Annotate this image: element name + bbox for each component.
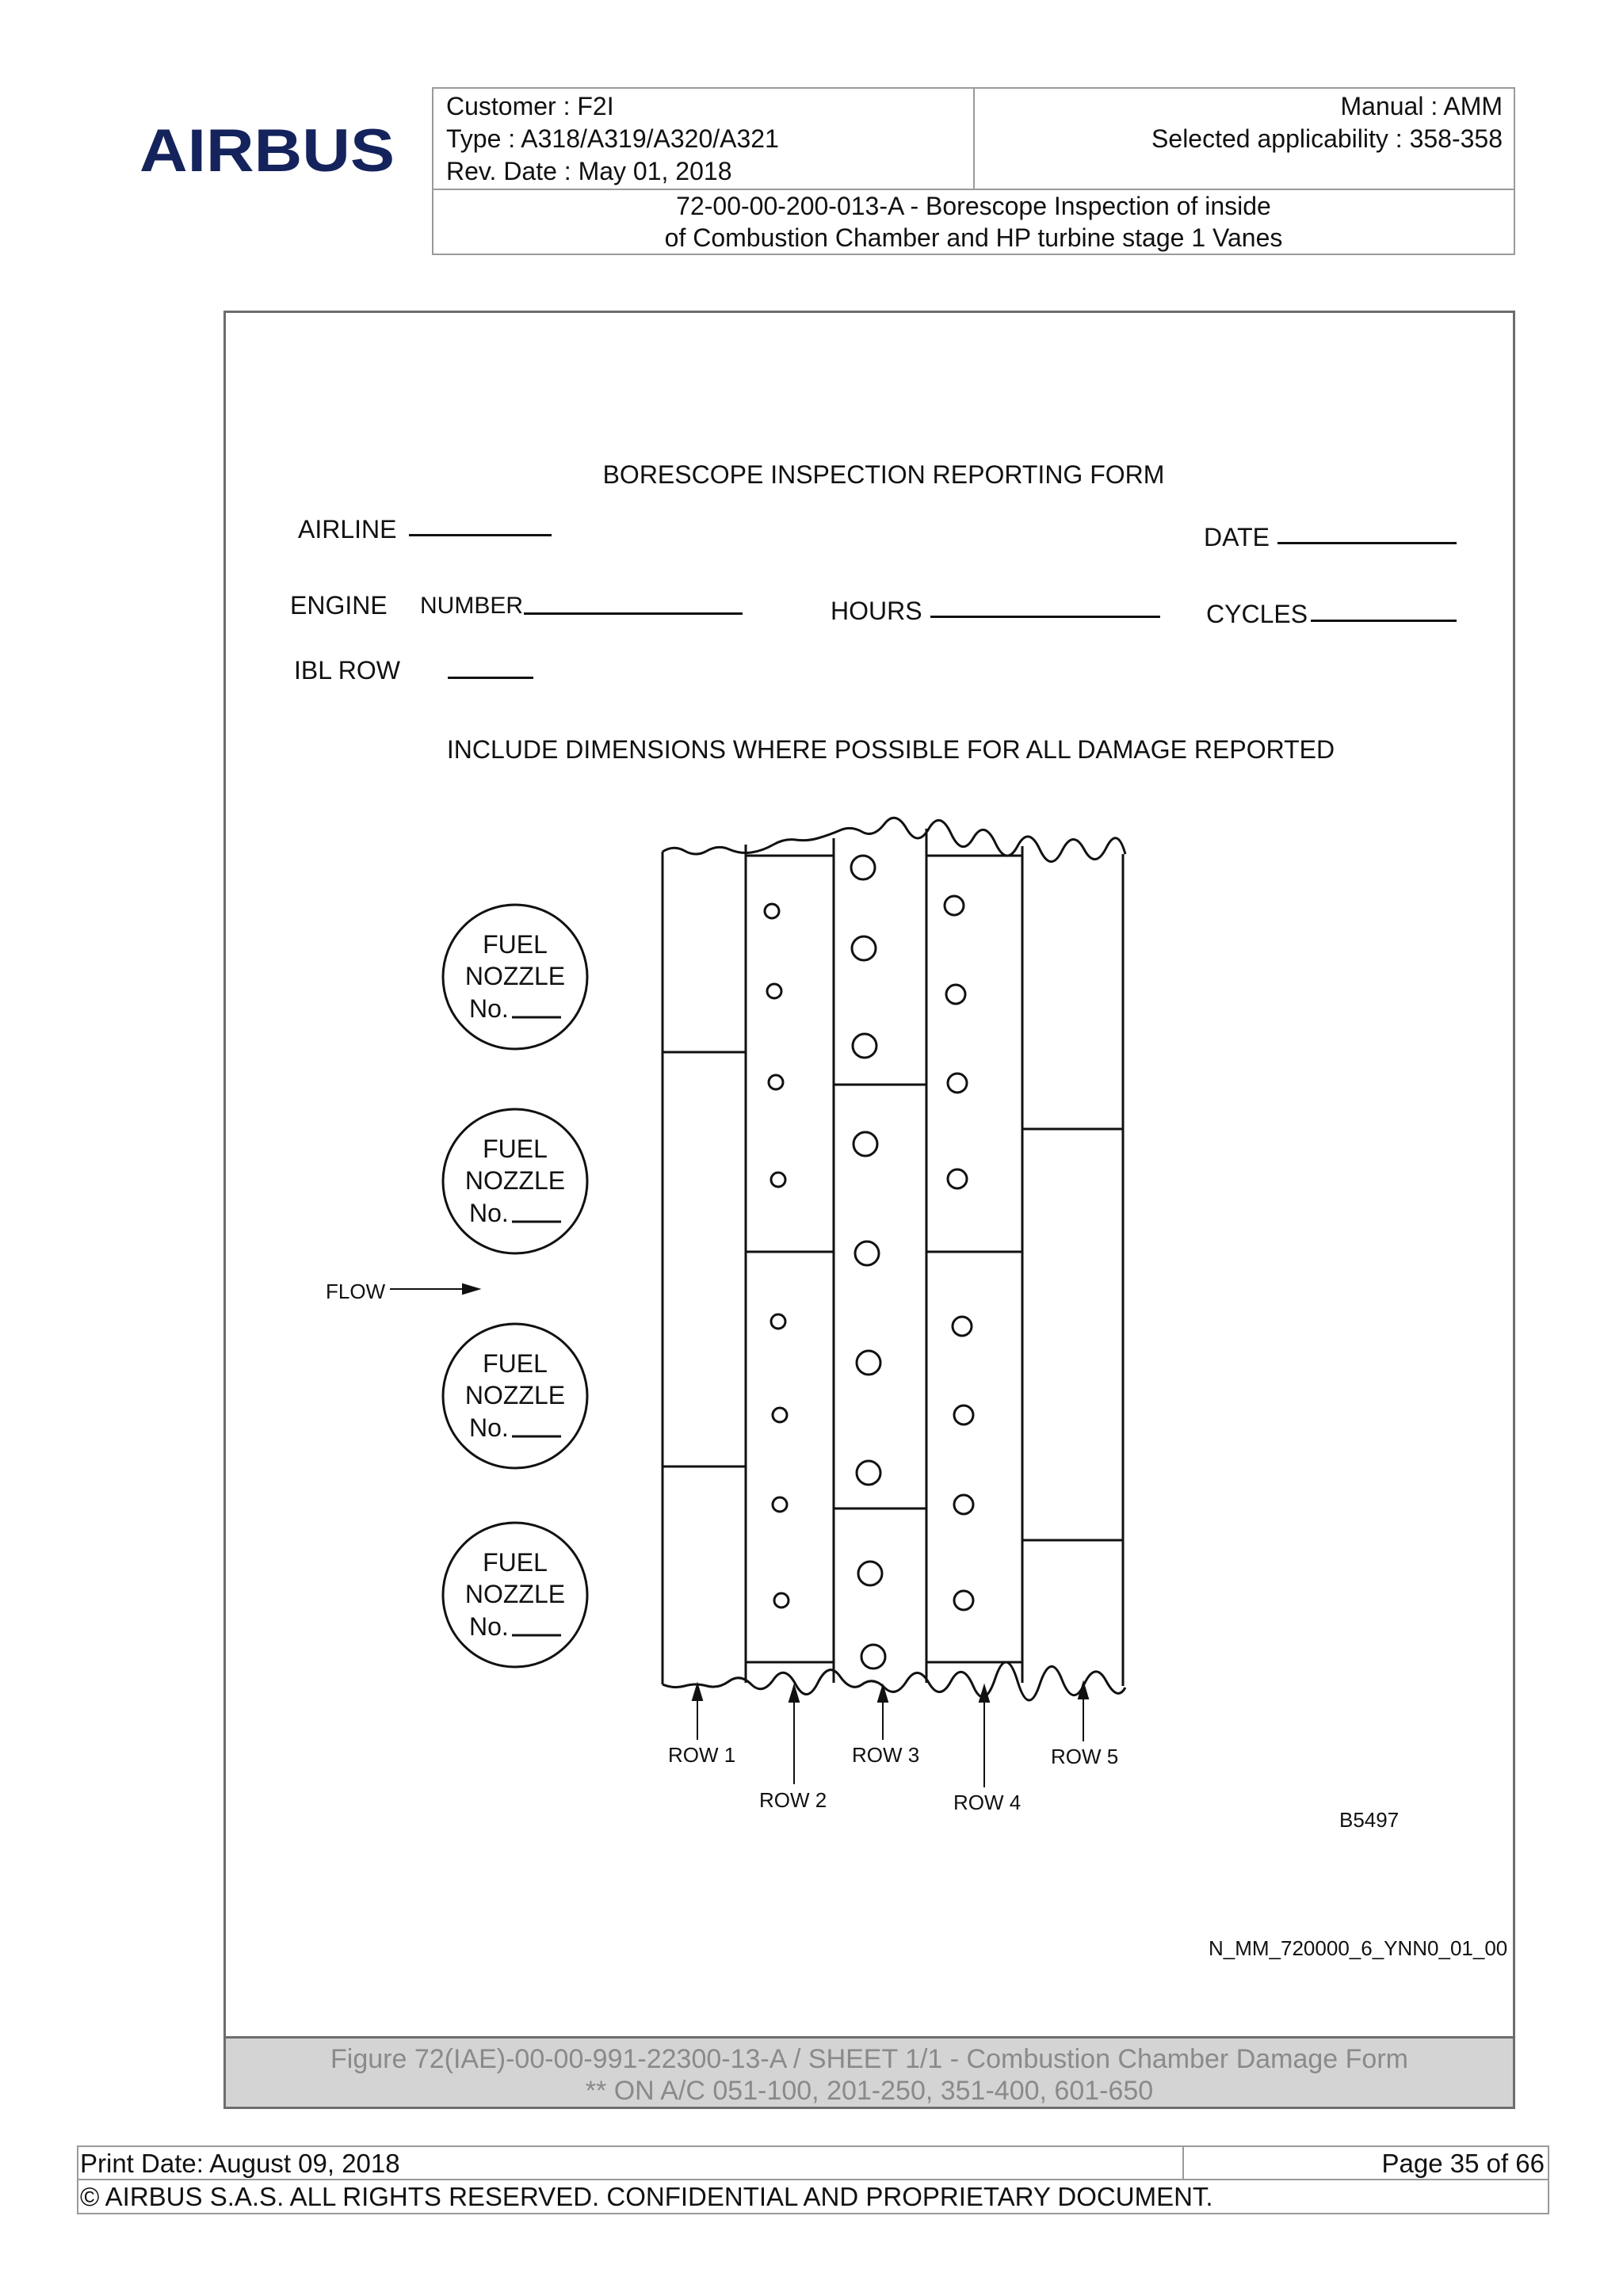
- caption-line1: Figure 72(IAE)-00-00-991-22300-13-A / SHEET 1/1 - Combustion Chamber Damage Form: [330, 2044, 1408, 2074]
- nozzle-1-line1: FUEL: [483, 930, 548, 959]
- nozzle-3-line3: No.: [469, 1413, 509, 1442]
- row-5-label: ROW 5: [1051, 1745, 1119, 1768]
- hours-label: HOURS: [831, 597, 922, 625]
- number-label: NUMBER: [420, 593, 524, 619]
- header-right-cell: [975, 89, 1514, 190]
- document-header: [432, 87, 1515, 255]
- cycles-label: CYCLES: [1206, 600, 1308, 628]
- header-left-cell: [433, 89, 975, 190]
- row-4-label: ROW 4: [953, 1791, 1022, 1814]
- date-field[interactable]: [1277, 542, 1457, 544]
- nozzle-4-line2: NOZZLE: [464, 1580, 566, 1608]
- nozzle-2-line3: No.: [469, 1199, 509, 1227]
- hours-field[interactable]: [930, 616, 1160, 618]
- airbus-logo-text: AIRBUS: [139, 119, 395, 182]
- nozzle-4-line1: FUEL: [483, 1548, 548, 1577]
- flow-label: FLOW: [326, 1280, 386, 1303]
- nozzle-1-line3: No.: [469, 994, 509, 1023]
- revision-date-text: Rev. Date : May 01, 2018: [446, 157, 732, 185]
- row-1-label: ROW 1: [668, 1743, 736, 1767]
- drawing-reference: N_MM_720000_6_YNN0_01_00: [1209, 1936, 1508, 1960]
- task-title-line2: of Combustion Chamber and HP turbine stage 1 Vanes: [664, 223, 1283, 252]
- nozzle-4-line3: No.: [469, 1612, 509, 1641]
- figure-caption: [223, 2036, 1515, 2109]
- aircraft-type-text: Type : A318/A319/A320/A321: [446, 124, 779, 153]
- nozzle-3-line2: NOZZLE: [464, 1381, 566, 1409]
- document-footer: [77, 2145, 1549, 2214]
- caption-line2: ** ON A/C 051-100, 201-250, 351-400, 601-650: [585, 2076, 1154, 2106]
- nozzle-3-line1: FUEL: [483, 1349, 548, 1378]
- nozzle-2-line1: FUEL: [483, 1135, 548, 1163]
- ibl-row-field[interactable]: [448, 677, 533, 679]
- manual-text: Manual : AMM: [1340, 92, 1503, 120]
- ibl-row-label: IBL ROW: [294, 656, 400, 685]
- task-title: [433, 190, 1514, 255]
- row-2-label: ROW 2: [759, 1788, 827, 1812]
- engine-number-field[interactable]: [524, 612, 743, 615]
- copyright-notice: © AIRBUS S.A.S. ALL RIGHTS RESERVED. CONFIDENTIAL AND PROPRIETARY DOCUMENT.: [80, 2182, 1213, 2211]
- instruction-text: INCLUDE DIMENSIONS WHERE POSSIBLE FOR ALL DAMAGE REPORTED: [446, 735, 1335, 764]
- airbus-logo: [139, 119, 396, 182]
- applicability-text: Selected applicability : 358-358: [1151, 124, 1503, 153]
- row-3-label: ROW 3: [852, 1743, 920, 1767]
- nozzle-2-line2: NOZZLE: [464, 1166, 566, 1195]
- airline-field[interactable]: [409, 534, 552, 536]
- nozzle-1-line2: NOZZLE: [464, 962, 566, 990]
- figure-id: B5497: [1339, 1808, 1400, 1832]
- customer-text: Customer : F2I: [446, 92, 614, 120]
- page-number: Page 35 of 66: [1381, 2149, 1545, 2178]
- airline-label: AIRLINE: [298, 515, 397, 543]
- print-date: Print Date: August 09, 2018: [80, 2149, 400, 2178]
- task-title-line1: 72-00-00-200-013-A - Borescope Inspection of inside: [676, 192, 1271, 220]
- date-label: DATE: [1204, 523, 1270, 551]
- engine-label: ENGINE: [290, 591, 388, 620]
- cycles-field[interactable]: [1311, 620, 1457, 622]
- figure-frame: [223, 311, 1515, 2109]
- form-title: BORESCOPE INSPECTION REPORTING FORM: [602, 460, 1165, 489]
